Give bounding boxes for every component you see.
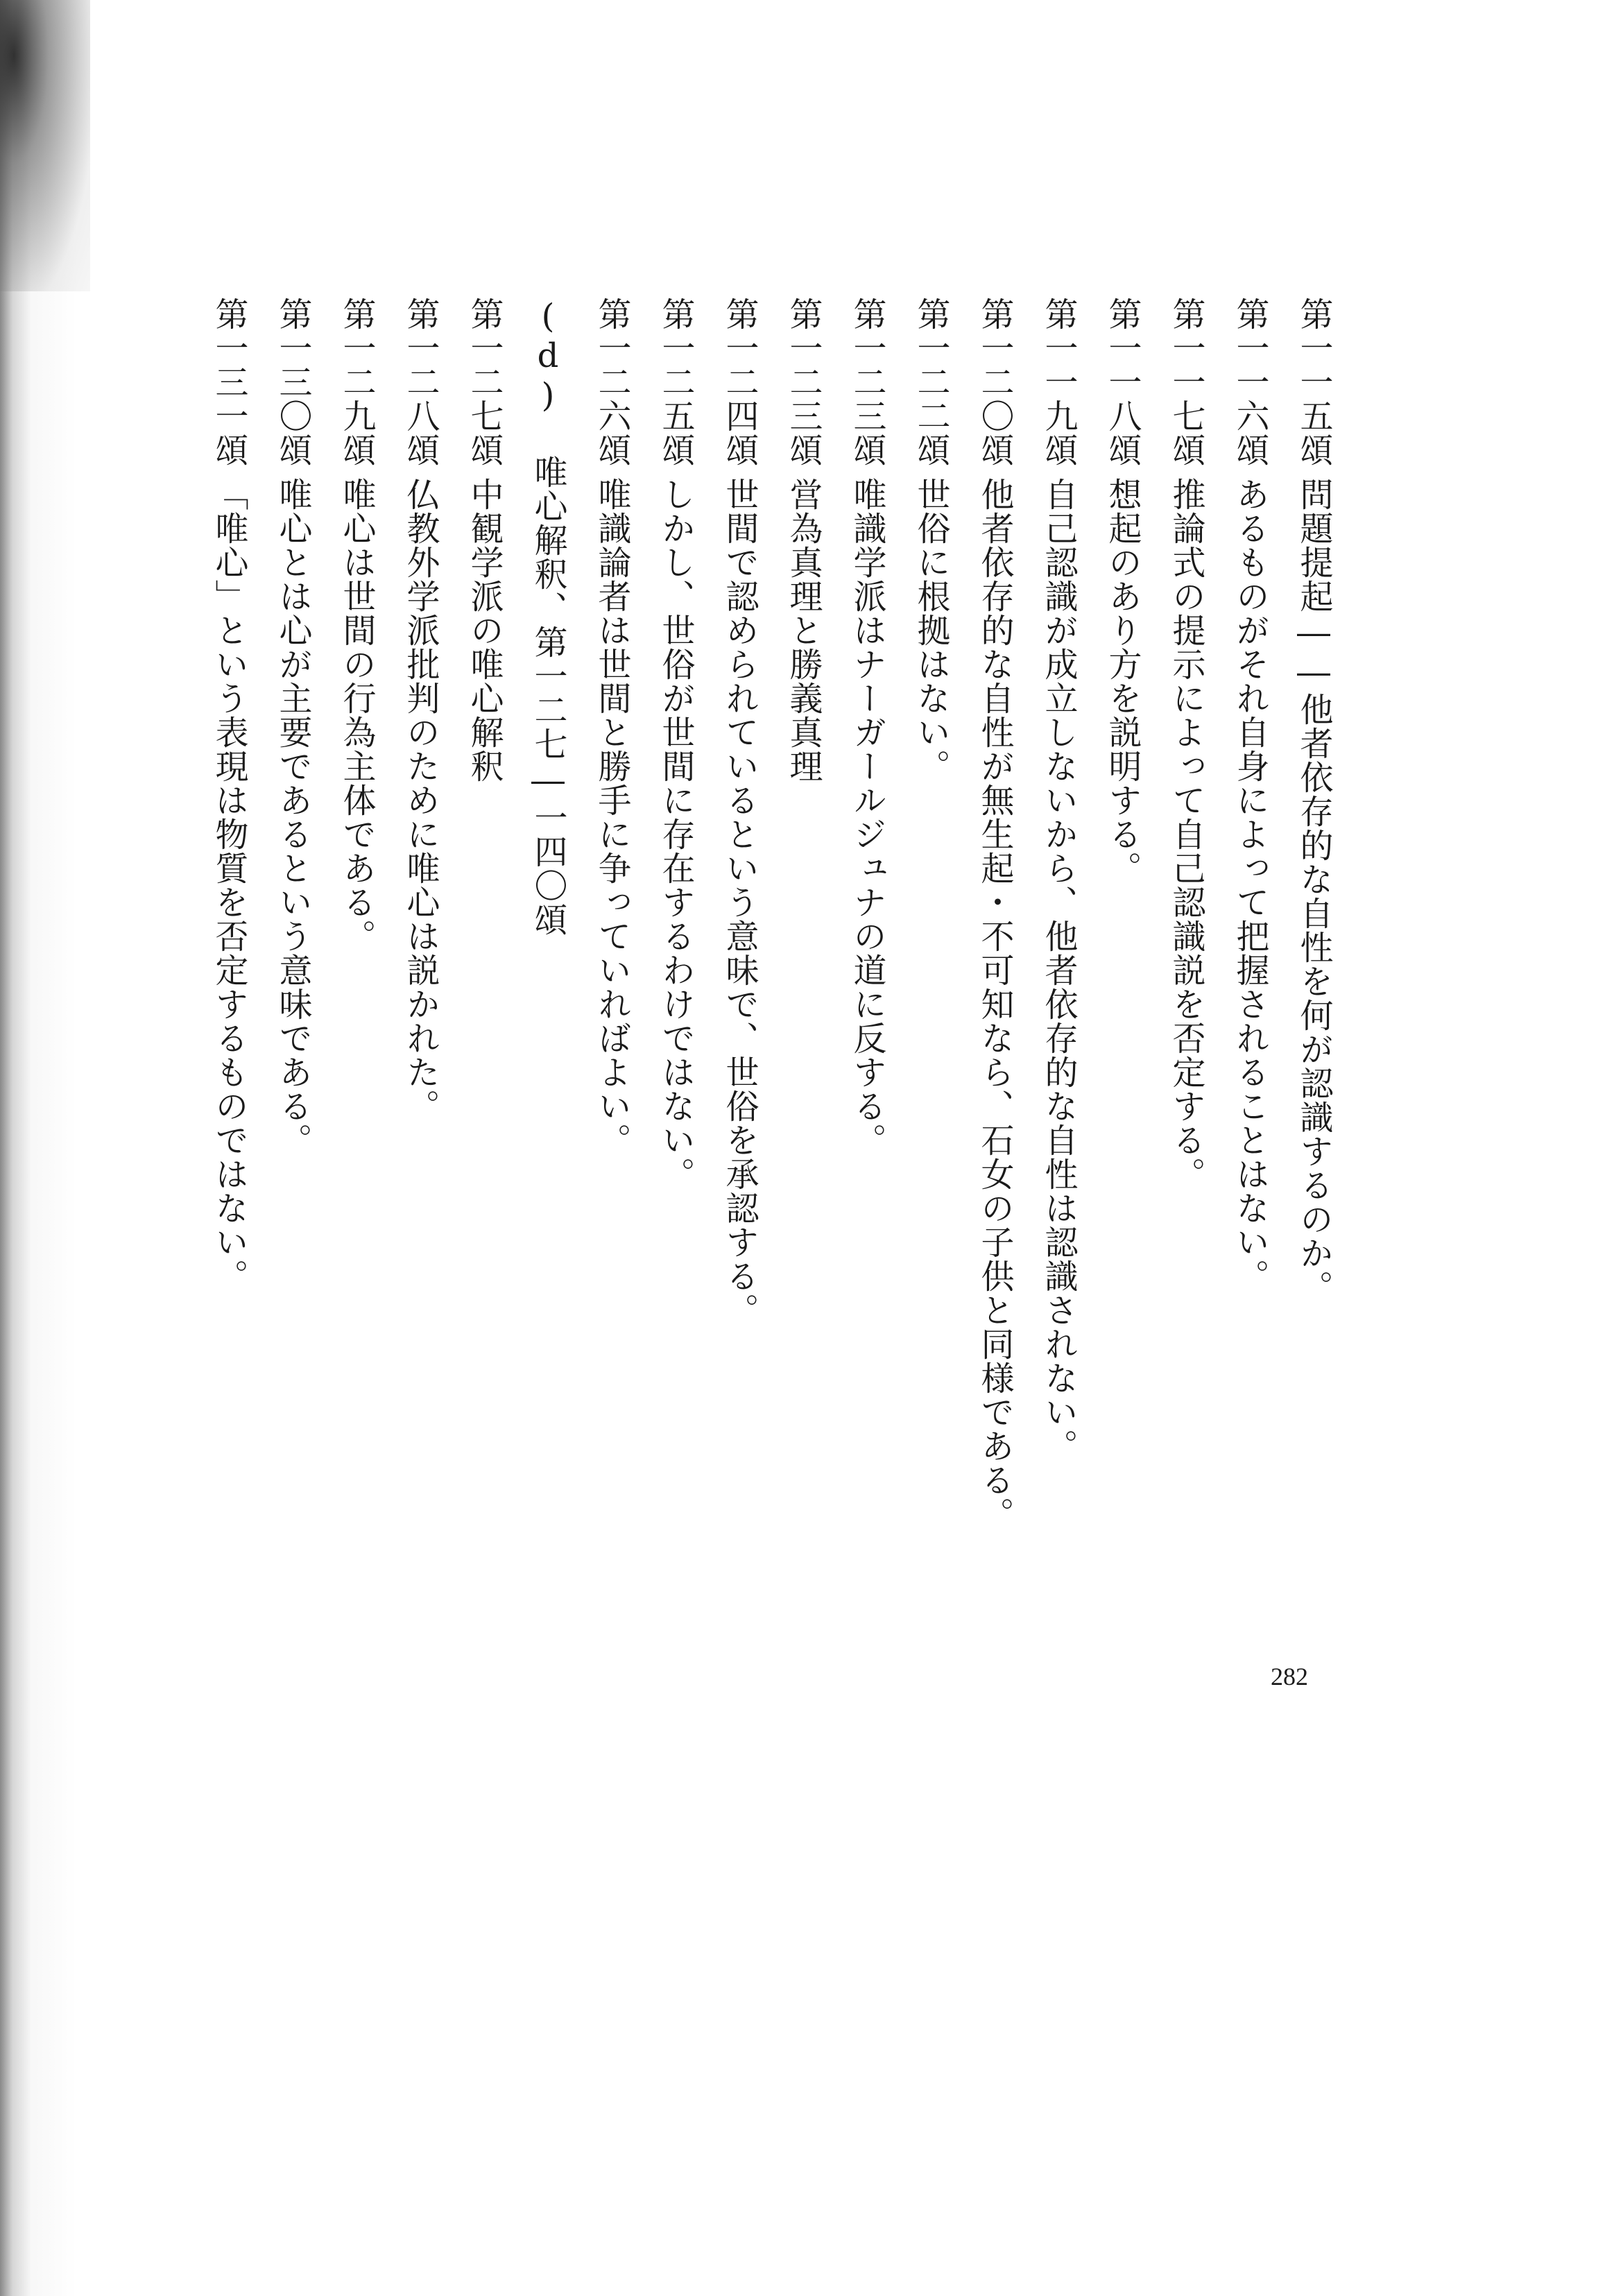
verse-text: 問題提起――他者依存的な自性を何が認識するのか。 — [1294, 477, 1333, 1304]
verse-label: 第一三〇頌 — [273, 297, 312, 467]
verse-text: 自己認識が成立しないから、他者依存的な自性は認識されない。 — [1039, 477, 1078, 1463]
verse-line — [1218, 297, 1282, 1615]
section-heading — [516, 297, 580, 1615]
verse-line — [1090, 297, 1154, 1615]
verse-text: 「唯心」という表現は物質を否定するものではない。 — [209, 477, 248, 1293]
verse-text: 唯心とは心が主要であるという意味である。 — [273, 477, 312, 1157]
verse-line — [899, 297, 963, 1615]
verse-line — [580, 297, 644, 1615]
verse-label: 第一一六頌 — [1230, 297, 1269, 467]
verse-label: 第一一五頌 — [1294, 297, 1333, 467]
verse-text: 想起のあり方を説明する。 — [1103, 477, 1142, 885]
verse-line — [707, 297, 771, 1615]
verse-line — [963, 297, 1027, 1615]
verse-line — [1282, 297, 1346, 1615]
verse-label: 第一二五頌 — [656, 297, 695, 467]
verse-label: 第一一九頌 — [1039, 297, 1078, 467]
verse-label: 第一二四頌 — [720, 297, 759, 467]
verse-label: 第一一七頌 — [1167, 297, 1205, 467]
verse-label: 第一二〇頌 — [975, 297, 1014, 467]
verse-label: 第一一八頌 — [1103, 297, 1142, 467]
page-number: 282 — [1271, 1663, 1308, 1690]
verse-text: 仏教外学派批判のために唯心は説かれた。 — [401, 477, 440, 1123]
verse-text: 営為真理と勝義真理 — [784, 477, 823, 783]
section-heading-text: (d) 唯心解釈、第一二七―一四〇頌 — [529, 297, 567, 936]
verse-text: 世俗に根拠はない。 — [911, 477, 950, 783]
verse-line — [197, 297, 261, 1615]
verse-text: あるものがそれ自身によって把握されることはない。 — [1230, 477, 1269, 1293]
verse-label: 第一二二頌 — [911, 297, 950, 467]
verse-line — [1154, 297, 1218, 1615]
verse-label: 第一二六頌 — [592, 297, 631, 467]
verse-line — [452, 297, 516, 1615]
vertical-text-block — [197, 297, 1346, 1615]
verse-text: 唯心は世間の行為主体である。 — [337, 477, 376, 953]
verse-line — [835, 297, 899, 1615]
verse-text: しかし、世俗が世間に存在するわけではない。 — [656, 477, 695, 1191]
verse-label: 第一三一頌 — [209, 297, 248, 467]
scan-corner-shadow — [0, 0, 90, 291]
verse-line — [388, 297, 452, 1615]
verse-line — [261, 297, 325, 1615]
verse-line — [771, 297, 835, 1615]
verse-label: 第一二三頌 — [784, 297, 823, 467]
verse-label: 第一二七頌 — [465, 297, 504, 467]
verse-text: 唯識論者は世間と勝手に争っていればよい。 — [592, 477, 631, 1157]
verse-label: 第一二八頌 — [401, 297, 440, 467]
verse-label: 第一二三頌 — [848, 297, 886, 467]
verse-label: 第一二九頌 — [337, 297, 376, 467]
scan-edge-shadow — [0, 0, 83, 2296]
verse-line — [1027, 297, 1090, 1615]
verse-text: 中観学派の唯心解釈 — [465, 477, 504, 783]
verse-text: 他者依存的な自性が無生起・不可知なら、石女の子供と同様である。 — [975, 477, 1014, 1531]
verse-line — [644, 297, 707, 1615]
verse-text: 唯識学派はナーガールジュナの道に反する。 — [848, 477, 886, 1157]
verse-text: 世間で認められているという意味で、世俗を承認する。 — [720, 477, 759, 1327]
verse-line — [325, 297, 388, 1615]
verse-text: 推論式の提示によって自己認識説を否定する。 — [1167, 477, 1205, 1191]
